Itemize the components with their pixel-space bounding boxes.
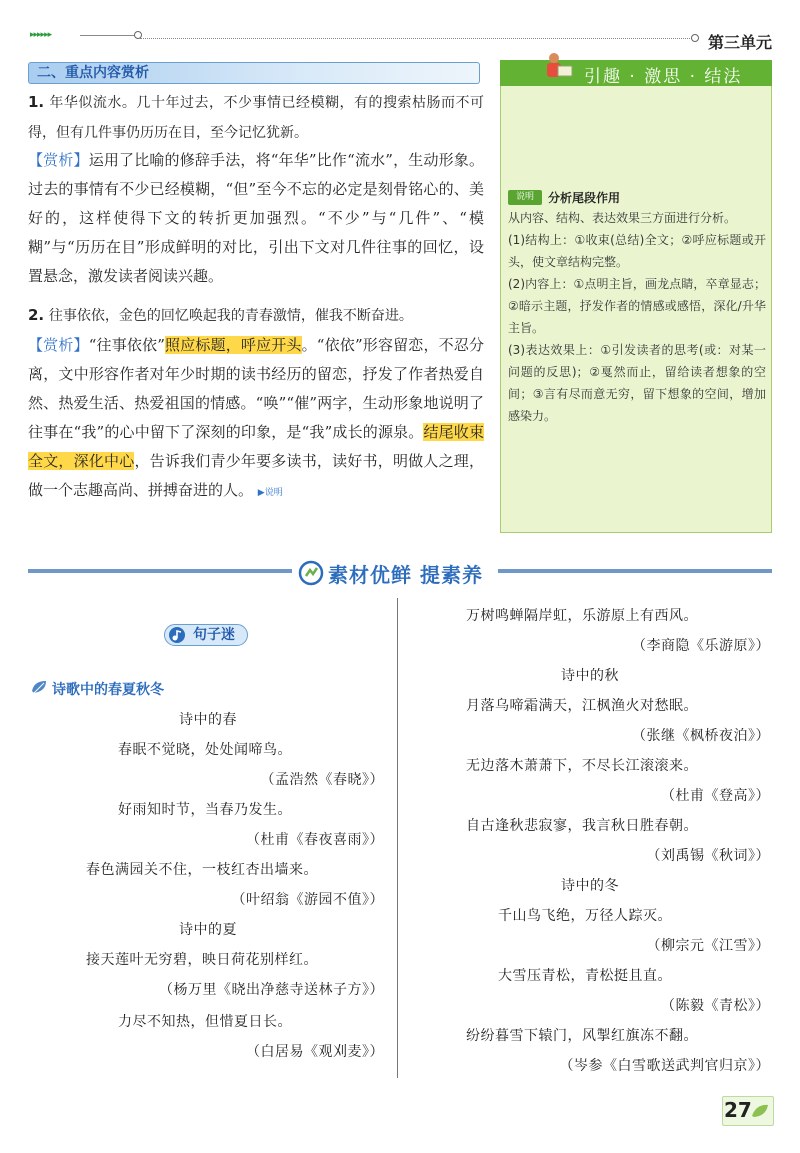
explain-link[interactable]: ▶说明 [257, 488, 283, 498]
season-winter: 诗中的冬 [561, 878, 619, 894]
poem-line: 无边落木萧萧下，不尽长江滚滚来。 [466, 758, 698, 774]
poem-line: 接天莲叶无穷碧，映日荷花别样红。 [86, 952, 318, 968]
highlight-1: 照应标题，呼应开头 [164, 336, 302, 354]
item-2-number: 2. [28, 306, 45, 324]
tips-line-4: (3)表达效果上：①引发读者的思考(或：对某一问题的反思)；②戛然而止，留给读者想象的空间；③言有尽而意无穷，留下想象的空间，增加感染力。 [508, 343, 766, 423]
sentence-subhead: 诗歌中的春夏秋冬 [52, 682, 164, 698]
poem-source: （孟浩然《春晓》） [260, 772, 384, 788]
poem-source: （岑参《白雪歌送武判官归京》） [559, 1058, 770, 1074]
teacher-icon [540, 50, 576, 86]
season-spring: 诗中的春 [179, 712, 237, 728]
poem-line: 月落乌啼霜满天，江枫渔火对愁眠。 [466, 698, 698, 714]
header-rule-dot-right [691, 34, 699, 42]
poem-source: （刘禹锡《秋词》） [646, 848, 770, 864]
poem-line: 力尽不知热，但惜夏日长。 [118, 1014, 292, 1030]
poem-source: （白居易《观刈麦》） [246, 1044, 384, 1060]
item-1-quote-text: 年华似流水。几十年过去，不少事情已经模糊，有的搜索枯肠而不可得，但有几件事仍历历在目，至今记忆犹新。 [28, 95, 484, 141]
poem-line: 自古逢秋悲寂寥，我言秋日胜春朝。 [466, 818, 698, 834]
section-title: 二、重点内容赏析 [28, 62, 480, 84]
swirl-icon [298, 560, 324, 586]
poem-line: 好雨知时节，当春乃发生。 [118, 802, 292, 818]
season-autumn: 诗中的秋 [561, 668, 619, 684]
page-number: 27 [724, 1098, 752, 1122]
item-1-tag: 【赏析】 [28, 151, 89, 169]
poem-source: （张继《枫桥夜泊》） [632, 728, 770, 744]
header-arrows: ▸▸▸▸▸▸ [30, 30, 52, 40]
header-rule-left [80, 35, 135, 36]
banner-rule-right [498, 569, 772, 573]
tips-line-2: (1)结构上：①收束(总结)全文；②呼应标题或开头，使文章结构完整。 [508, 233, 766, 269]
poem-line: 春色满园关不住，一枝红杏出墙来。 [86, 862, 318, 878]
item-2-quote [28, 301, 484, 331]
header-rule-right [140, 38, 692, 39]
poem-line: 春眠不觉晓，处处闻啼鸟。 [118, 742, 292, 758]
item-2-analysis [28, 331, 484, 508]
poem-line: 纷纷暮雪下辕门，风掣红旗冻不翻。 [466, 1028, 698, 1044]
poem-source: （杜甫《登高》） [661, 788, 770, 804]
poem-source: （杜甫《春夜喜雨》） [246, 832, 384, 848]
item-2-tag: 【赏析】 [28, 336, 89, 354]
music-note-icon [168, 626, 186, 644]
leaf-icon [30, 677, 50, 697]
poem-source: （杨万里《晓出净慈寺送林子方》） [159, 982, 384, 998]
item-2-quote-text: 往事依依，金色的回忆唤起我的青春激情，催我不断奋进。 [48, 308, 413, 324]
leaf-icon [750, 1102, 770, 1120]
item-2-analysis-part2: 。“依依”形容留恋，不忍分离，文中形容作者对年少时期的读书经历的留恋，抒发了作者热爱自然、热爱生活、热爱祖国的情感。“唤”“催”两字，生动形象地说明了往事在“我”的心中留下了深刻的印象，是“我”成长的源泉。 [28, 336, 484, 441]
item-1-quote [28, 88, 484, 148]
poem-line: 千山鸟飞绝，万径人踪灭。 [498, 908, 672, 924]
column-divider [397, 598, 398, 1078]
item-2-analysis-part3: ，告诉我们青少年要多读书，读好书，明做人之理，做一个志趣高尚、拼搏奋进的人。 [28, 452, 484, 499]
item-2-analysis-part1: “往事依依” [88, 336, 165, 354]
sentence-badge: 句子迷 [164, 624, 248, 646]
poem-source: （陈毅《青松》） [661, 998, 770, 1014]
tips-panel-title: 引趣 · 激思 · 结法 [584, 67, 743, 87]
unit-title: 第三单元 [708, 33, 773, 52]
poem-source: （李商隐《乐游原》） [632, 638, 770, 654]
banner-rule-left [28, 569, 292, 573]
highlight-2: 结尾收束全文，深化中心 [28, 423, 484, 470]
tips-line-1: 从内容、结构、表达效果三方面进行分析。 [508, 211, 737, 225]
season-summer: 诗中的夏 [179, 922, 237, 938]
poem-line: 万树鸣蝉隔岸虹，乐游原上有西风。 [466, 608, 698, 624]
item-1-analysis-text: 运用了比喻的修辞手法，将“年华”比作“流水”，生动形象。过去的事情有不少已经模糊，“但”至今不忘的必定是刻骨铭心的、美好的，这样使得下文的转折更加强烈。“不少”与“几件”、“模糊”与“历历在目”形成鲜明的对比，引出下文对几件往事的回忆，设置悬念，激发读者阅读兴趣。 [28, 151, 484, 285]
poem-source: （柳宗元《江雪》） [646, 938, 770, 954]
explain-heading: 分析尾段作用 [548, 191, 621, 205]
item-1-analysis [28, 146, 484, 291]
explain-badge: 说明 [508, 190, 542, 205]
banner-title: 素材优鲜 提素养 [328, 563, 483, 587]
item-1-number: 1. [28, 93, 45, 111]
tips-line-3: (2)内容上：①点明主旨，画龙点睛，卒章显志；②暗示主题，抒发作者的情感或感悟，深化/升华主旨。 [508, 277, 766, 335]
poem-line: 大雪压青松，青松挺且直。 [498, 968, 672, 984]
poem-source: （叶绍翁《游园不值》） [231, 892, 384, 908]
